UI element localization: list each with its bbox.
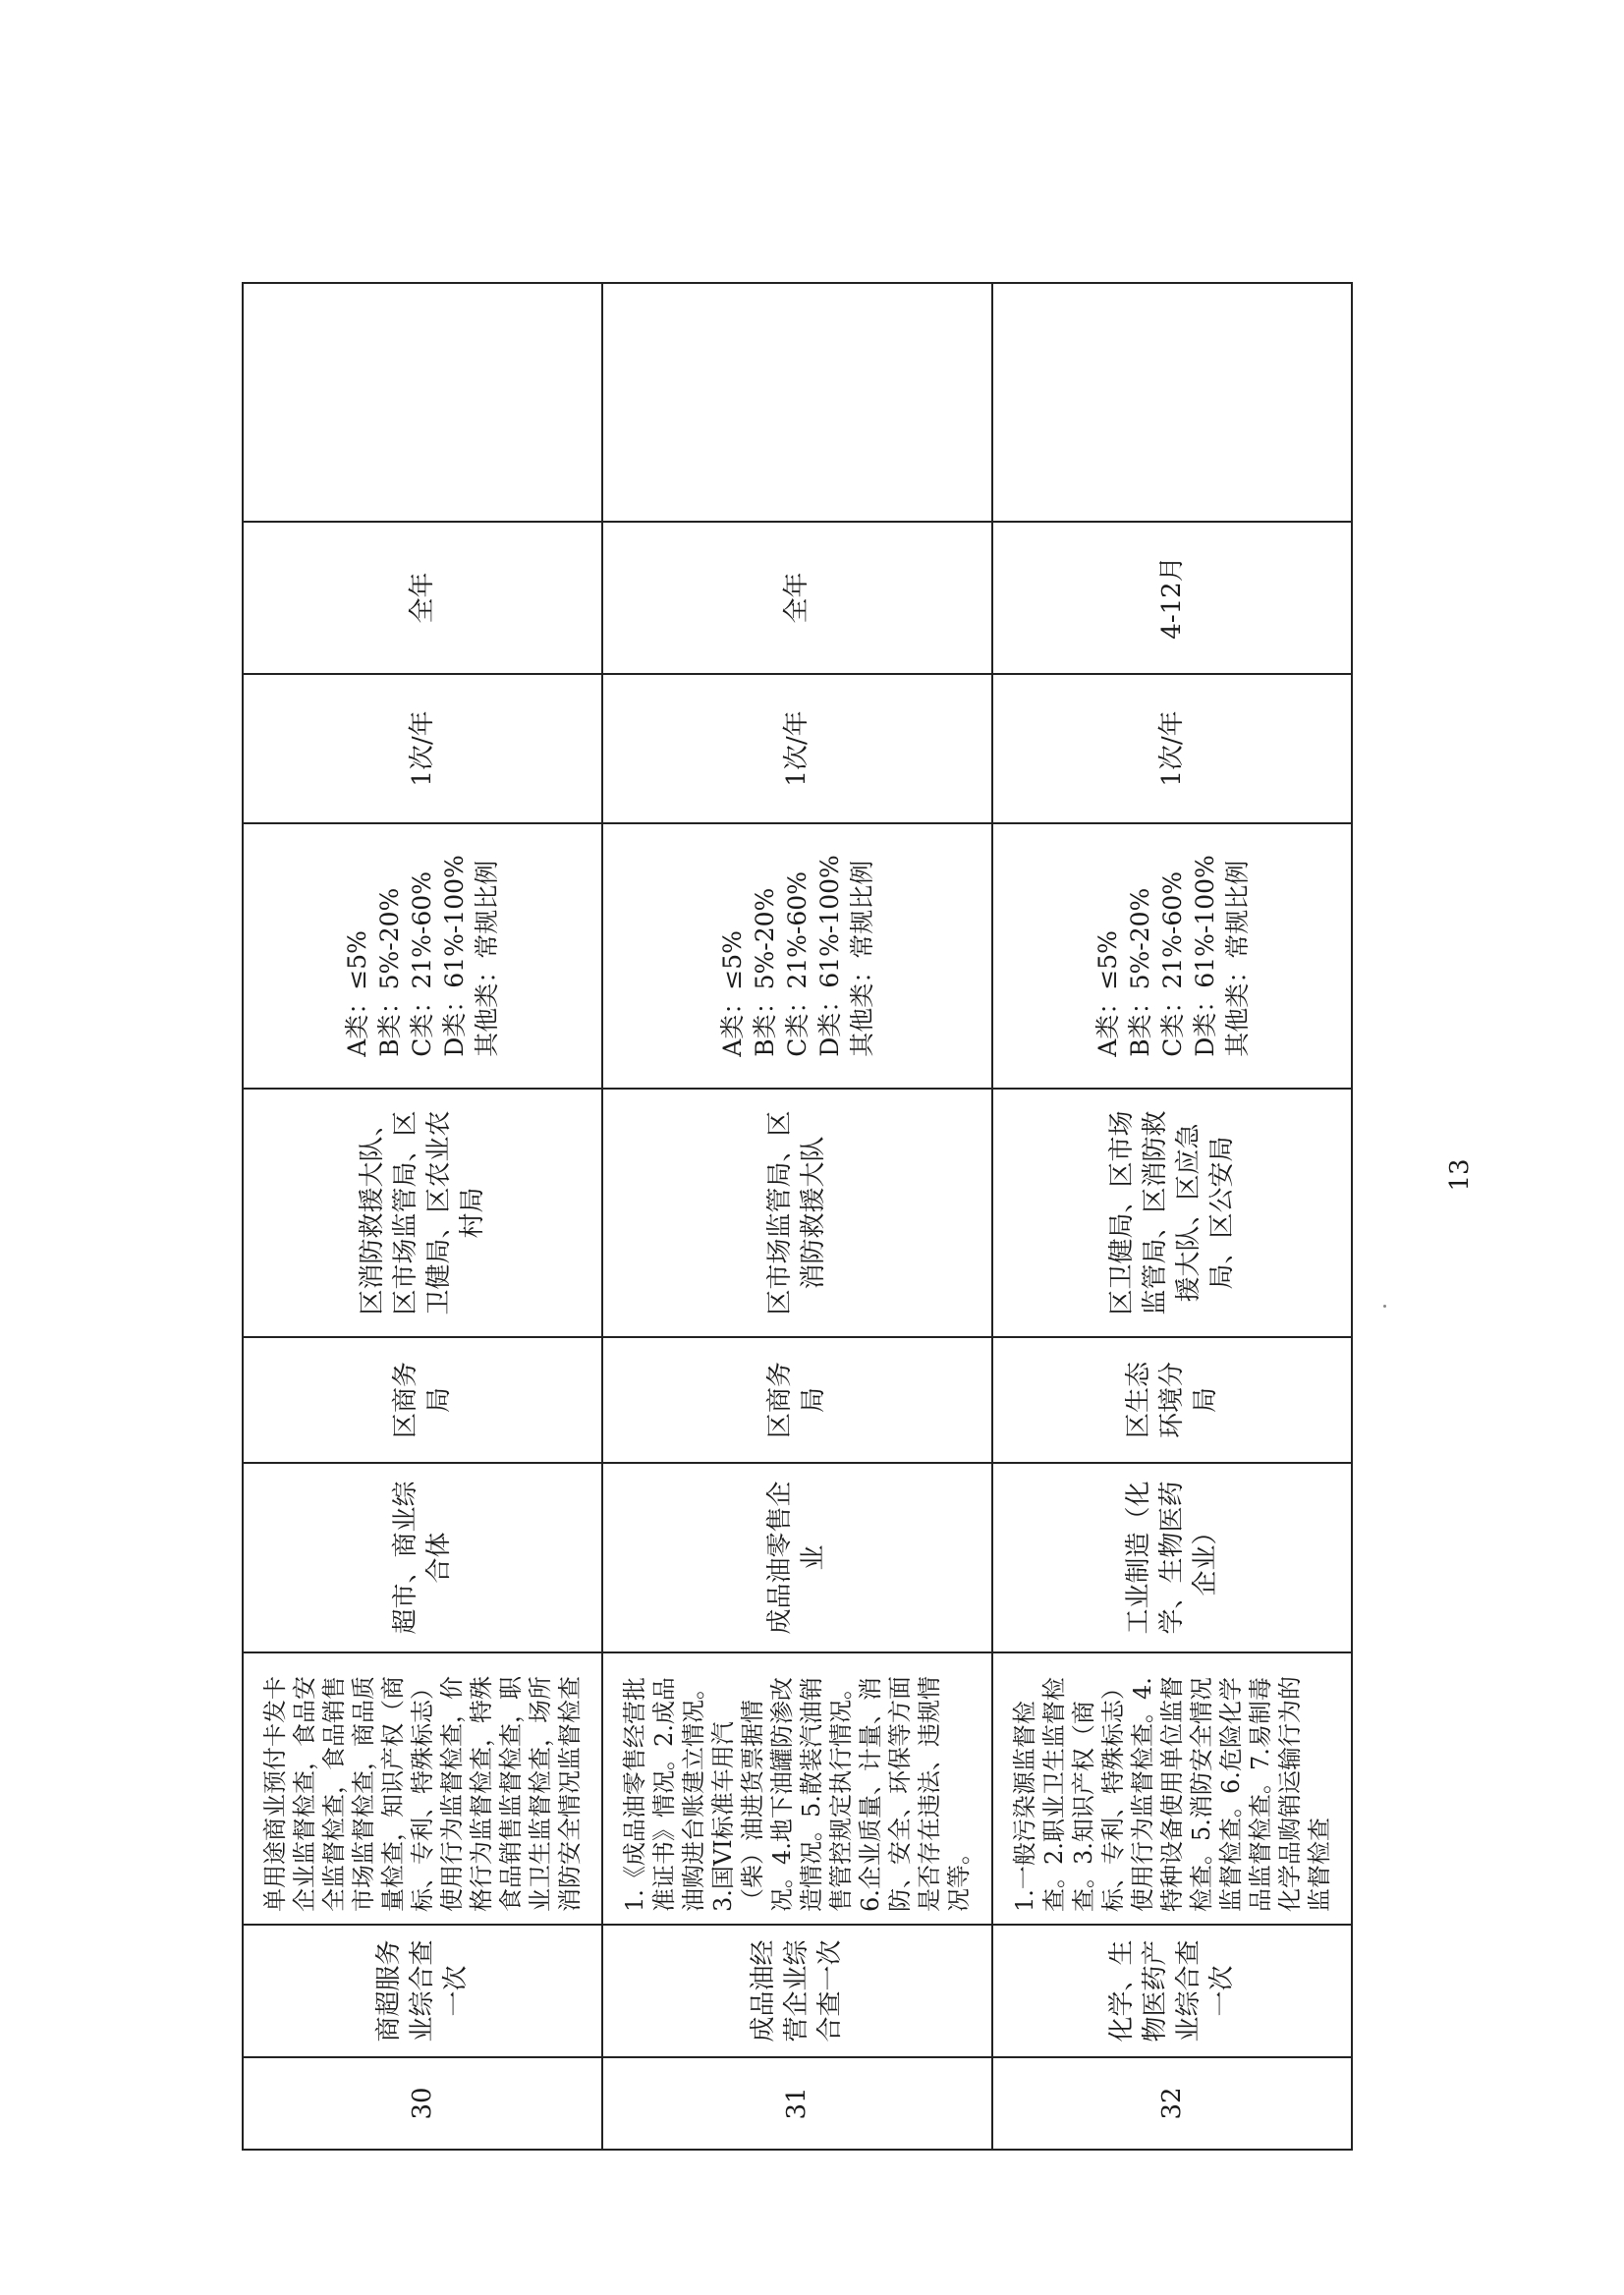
ratio-line: C类：21%-60% <box>408 871 437 1057</box>
sampling-ratio <box>602 823 992 1089</box>
inspection-frequency: 1次/年 <box>602 674 992 823</box>
inspection-table <box>244 284 1351 2149</box>
lead-department: 区生态环境分局 <box>992 1337 1351 1463</box>
sampling-ratio <box>992 823 1351 1089</box>
inspection-item: 成品油经营企业综合查一次 <box>602 1925 992 2057</box>
ratio-line: D类：61%-100% <box>814 855 844 1057</box>
ratio-line: 其他类：常规比例 <box>1222 860 1252 1057</box>
row-number: 30 <box>244 2057 602 2149</box>
remarks <box>244 284 602 522</box>
row-number: 32 <box>992 2057 1351 2149</box>
table-row <box>244 284 602 2149</box>
ratio-line: D类：61%-100% <box>1190 855 1219 1057</box>
ratio-line: C类：21%-60% <box>1157 871 1187 1057</box>
ratio-line: C类：21%-60% <box>782 871 812 1057</box>
inspection-item: 化学、生物医药产业综合查一次 <box>992 1925 1351 2057</box>
scan-speck <box>1383 1305 1386 1308</box>
ratio-line: 其他类：常规比例 <box>473 860 502 1057</box>
remarks <box>992 284 1351 522</box>
ratio-line: B类：5%-20% <box>1125 887 1154 1057</box>
inspection-time: 4-12月 <box>992 522 1351 674</box>
remarks <box>602 284 992 522</box>
lead-department: 区商务局 <box>244 1337 602 1463</box>
row-number: 31 <box>602 2057 992 2149</box>
cooperating-departments: 区市场监管局、区消防救援大队 <box>602 1089 992 1337</box>
inspection-content: 单用途商业预付卡发卡企业监督检查，食品安全监督检查，食品销售市场监督检查，商品质量检查，知识产权（商标、专利、特殊标志）使用行为监督检查，价格行为监督检查，特殊食品销售监督检查，职业卫生监督检查，场所消防安全情况监督检查 <box>244 1652 602 1925</box>
ratio-line: A类：≤5% <box>1092 930 1122 1057</box>
ratio-line: B类：5%-20% <box>750 887 779 1057</box>
ratio-line: 其他类：常规比例 <box>847 860 876 1057</box>
inspection-object: 超市、商业综合体 <box>244 1463 602 1652</box>
inspection-table-frame <box>242 282 1353 2151</box>
inspection-time: 全年 <box>602 522 992 674</box>
ratio-line: A类：≤5% <box>343 930 372 1057</box>
inspection-frequency: 1次/年 <box>244 674 602 823</box>
inspection-content: 1.《成品油零售经营批准证书》情况。2.成品油购进台账建立情况。3.国VI标准车用汽（柴）油进货票据情况。4.地下油罐防渗改造情况。5.散装汽油销售管控规定执行情况。6.企业质量、计量、消防、安全、环保等方面是否存在违法、违规情况等。 <box>602 1652 992 1925</box>
table-row <box>602 284 992 2149</box>
ratio-line: B类：5%-20% <box>375 887 405 1057</box>
ratio-line: A类：≤5% <box>717 930 747 1057</box>
cooperating-departments: 区卫健局、区市场监管局、区消防救援大队、区应急局、区公安局 <box>992 1089 1351 1337</box>
lead-department: 区商务局 <box>602 1337 992 1463</box>
inspection-item: 商超服务业综合查一次 <box>244 1925 602 2057</box>
inspection-object: 成品油零售企业 <box>602 1463 992 1652</box>
ratio-line: D类：61%-100% <box>440 855 470 1057</box>
inspection-object: 工业制造（化学、生物医药企业） <box>992 1463 1351 1652</box>
inspection-time: 全年 <box>244 522 602 674</box>
sampling-ratio <box>244 823 602 1089</box>
inspection-frequency: 1次/年 <box>992 674 1351 823</box>
table-row <box>992 284 1351 2149</box>
inspection-content: 1.一般污染源监督检查。2.职业卫生监督检查。3.知识产权（商标、专利、特殊标志）使用行为监督检查。4.特种设备使用单位监督检查。5.消防安全情况监督检查。6.危险化学品监督检查。7.易制毒化学品购销运输行为的监督检查 <box>992 1652 1351 1925</box>
page-number: 13 <box>1445 1158 1475 1192</box>
cooperating-departments: 区消防救援大队、区市场监管局、区卫健局、区农业农村局 <box>244 1089 602 1337</box>
